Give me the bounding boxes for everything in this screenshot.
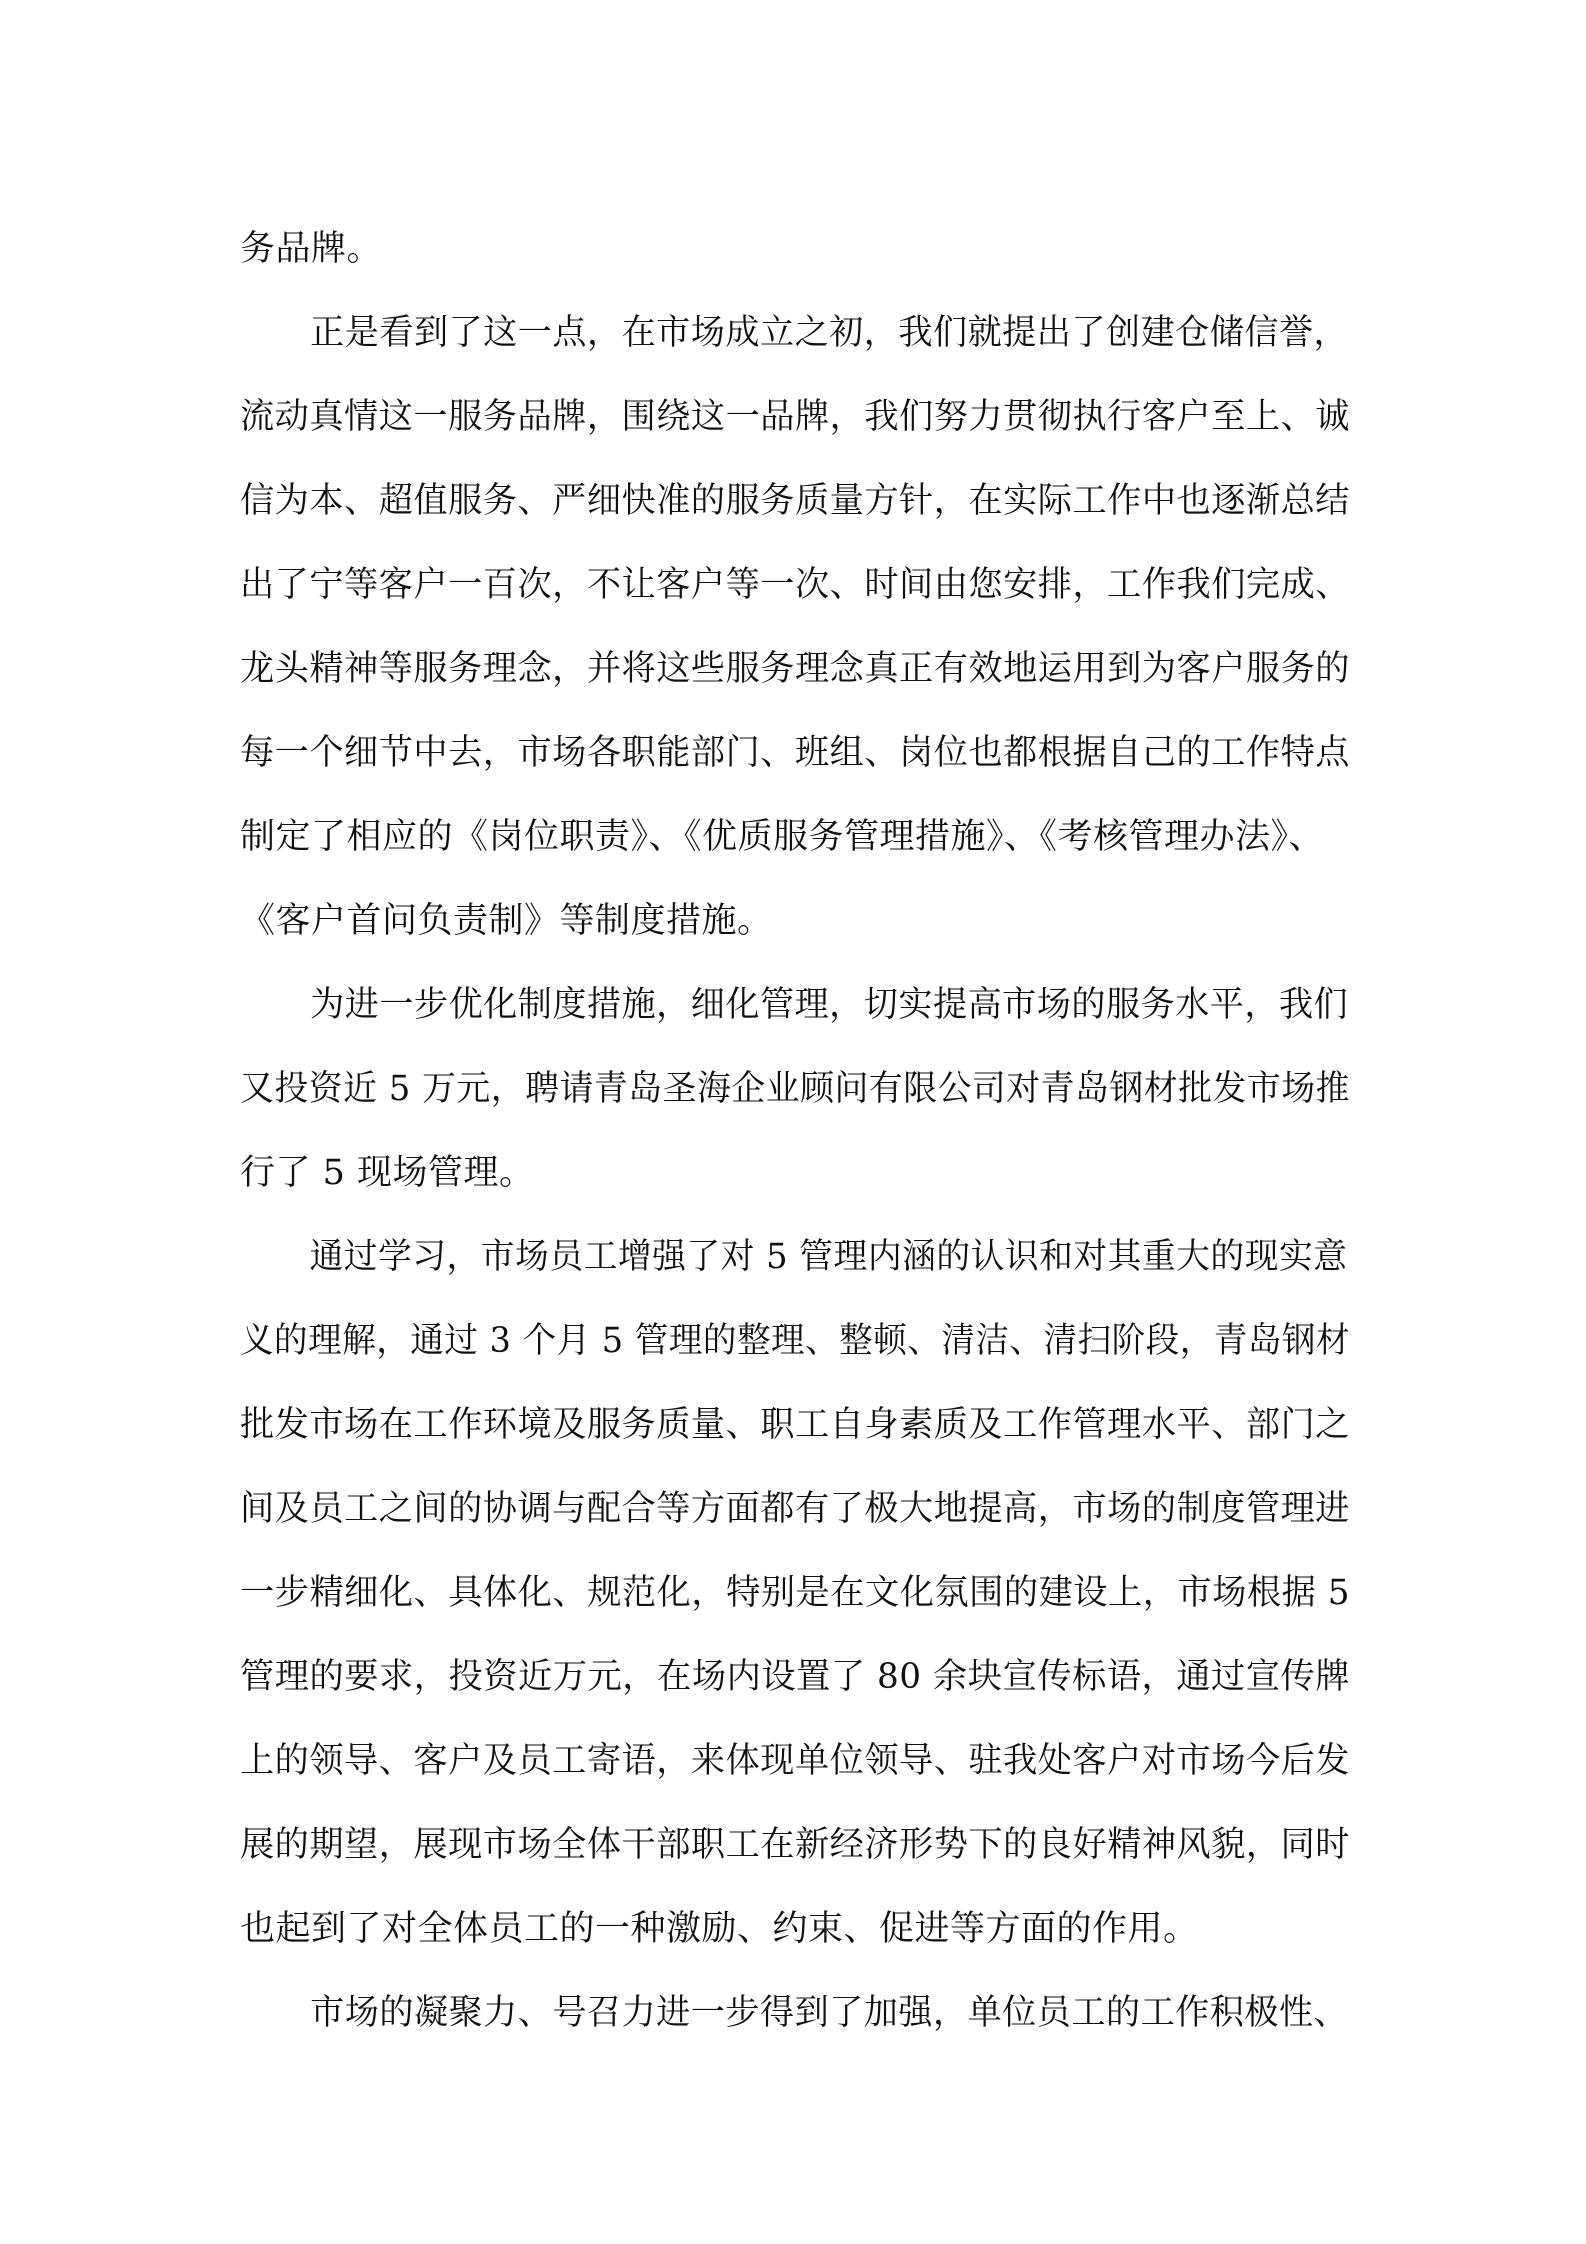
body-text [240,207,1350,2055]
text-line: 批发市场在工作环境及服务质量、职工自身素质及工作管理水平、部门之 [240,1405,1350,1445]
text-line: 管理的要求，投资近万元，在场内设置了 80 余块宣传标语，通过宣传牌 [240,1657,1350,1697]
text-line: 行了 5 现场管理。 [240,1153,535,1193]
text-line: 也起到了对全体员工的一种激励、约束、促进等方面的作用。 [240,1909,1199,1949]
text-line: 务品牌。 [240,229,383,269]
text-line: 龙头精神等服务理念，并将这些服务理念真正有效地运用到为客户服务的 [240,649,1350,689]
text-line: 展的期望，展现市场全体干部职工在新经济形势下的良好精神风貌，同时 [240,1825,1350,1865]
text-line: 通过学习，市场员工增强了对 5 管理内涵的认识和对其重大的现实意 [309,1237,1348,1277]
text-line: 流动真情这一服务品牌，围绕这一品牌，我们努力贯彻执行客户至上、诚 [240,397,1350,437]
text-line: 出了宁等客户一百次，不让客户等一次、时间由您安排，工作我们完成、 [240,565,1350,605]
text-line: 又投资近 5 万元，聘请青岛圣海企业顾问有限公司对青岛钢材批发市场推 [240,1069,1350,1109]
text-line: 上的领导、客户及员工寄语，来体现单位领导、驻我处客户对市场今后发 [240,1741,1350,1781]
text-line: 每一个细节中去，市场各职能部门、班组、岗位也都根据自己的工作特点 [240,733,1350,773]
text-line: 一步精细化、具体化、规范化，特别是在文化氛围的建设上，市场根据 5 [240,1573,1350,1613]
text-line: 制定了相应的《岗位职责》、《优质服务管理措施》、《考核管理办法》、 [240,817,1325,857]
text-line: 信为本、超值服务、严细快准的服务质量方针，在实际工作中也逐渐总结 [240,481,1350,521]
text-line: 义的理解，通过 3 个月 5 管理的整理、整顿、清洁、清扫阶段，青岛钢材 [240,1321,1350,1361]
text-line: 《客户首问负责制》等制度措施。 [240,901,773,941]
text-line: 市场的凝聚力、号召力进一步得到了加强，单位员工的工作积极性、 [310,1993,1349,2033]
text-line: 间及员工之间的协调与配合等方面都有了极大地提高，市场的制度管理进 [240,1489,1350,1529]
text-line: 正是看到了这一点，在市场成立之初，我们就提出了创建仓储信誉， [310,313,1349,353]
text-line: 为进一步优化制度措施，细化管理，切实提高市场的服务水平，我们 [310,985,1349,1025]
